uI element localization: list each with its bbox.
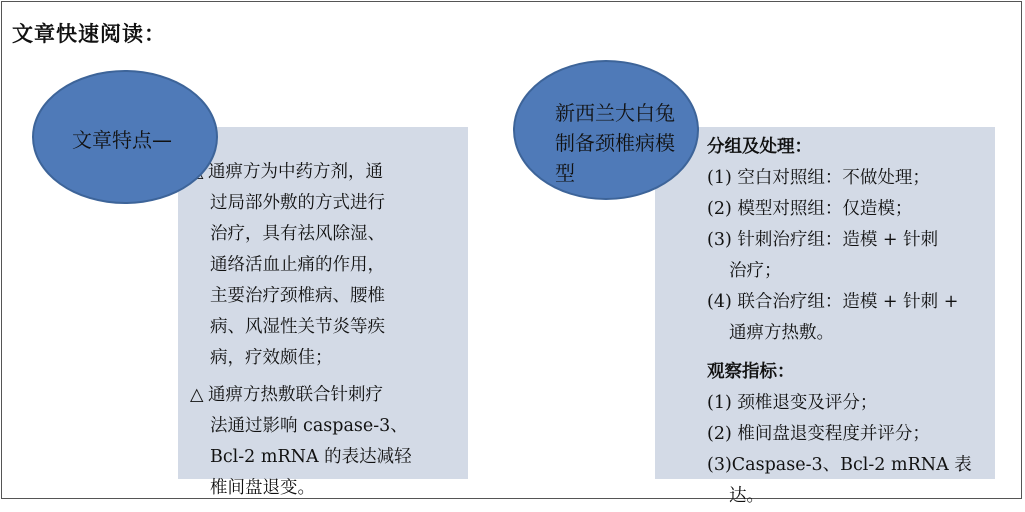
text-line: 过局部外敷的方式进行 [210, 193, 385, 213]
indicator-item-continuation: 达。 [729, 486, 764, 506]
text-line: 主要治疗颈椎病、腰椎 [210, 286, 385, 306]
group-item: (3) 针刺治疗组：造模 + 针刺 [707, 230, 939, 250]
features-circle [32, 70, 218, 204]
group-section-title: 分组及处理： [707, 137, 812, 157]
page-title: 文章快速阅读： [12, 22, 166, 46]
group-item-continuation: 通痹方热敷。 [729, 323, 834, 343]
group-item: (1) 空白对照组：不做处理； [707, 168, 930, 188]
text-line: 通络活血止痛的作用， [210, 255, 385, 275]
text-line: 通痹方为中药方剂，通 [208, 162, 383, 182]
text-line: 病，疗效颇佳； [210, 348, 333, 368]
indicator-item: (3)Caspase-3、Bcl-2 mRNA 表 [707, 455, 972, 475]
features-panel [178, 127, 468, 498]
text-line: 通痹方热敷联合针刺疗 [208, 385, 383, 405]
text-line: Bcl-2 mRNA 的表达减轻 [210, 447, 412, 467]
text-line: 治疗，具有祛风除湿、 [210, 224, 385, 244]
indicator-item: (1) 颈椎退变及评分； [707, 393, 878, 413]
model-circle-label: 新西兰大白兔 制备颈椎病模 型 [555, 101, 675, 185]
features-circle-label: 文章特点— [72, 128, 172, 152]
feature-paragraph-1 [210, 157, 458, 374]
indicator-item: (2) 椎间盘退变程度并评分； [707, 424, 930, 444]
group-item: (2) 模型对照组：仅造模； [707, 199, 913, 219]
text-line: 椎间盘退变。 [210, 478, 315, 498]
text-line: 病、风湿性关节炎等疾 [210, 317, 385, 337]
triangle-icon: △ [190, 385, 204, 405]
model-circle [513, 60, 699, 200]
group-item: (4) 联合治疗组：造模 + 针刺 + [707, 292, 959, 312]
indicator-section-title: 观察指标： [707, 362, 795, 382]
feature-paragraph-2 [190, 380, 458, 504]
model-panel [655, 127, 995, 506]
text-line: 法通过影响 caspase-3、 [210, 416, 408, 436]
group-item-continuation: 治疗； [729, 261, 782, 281]
